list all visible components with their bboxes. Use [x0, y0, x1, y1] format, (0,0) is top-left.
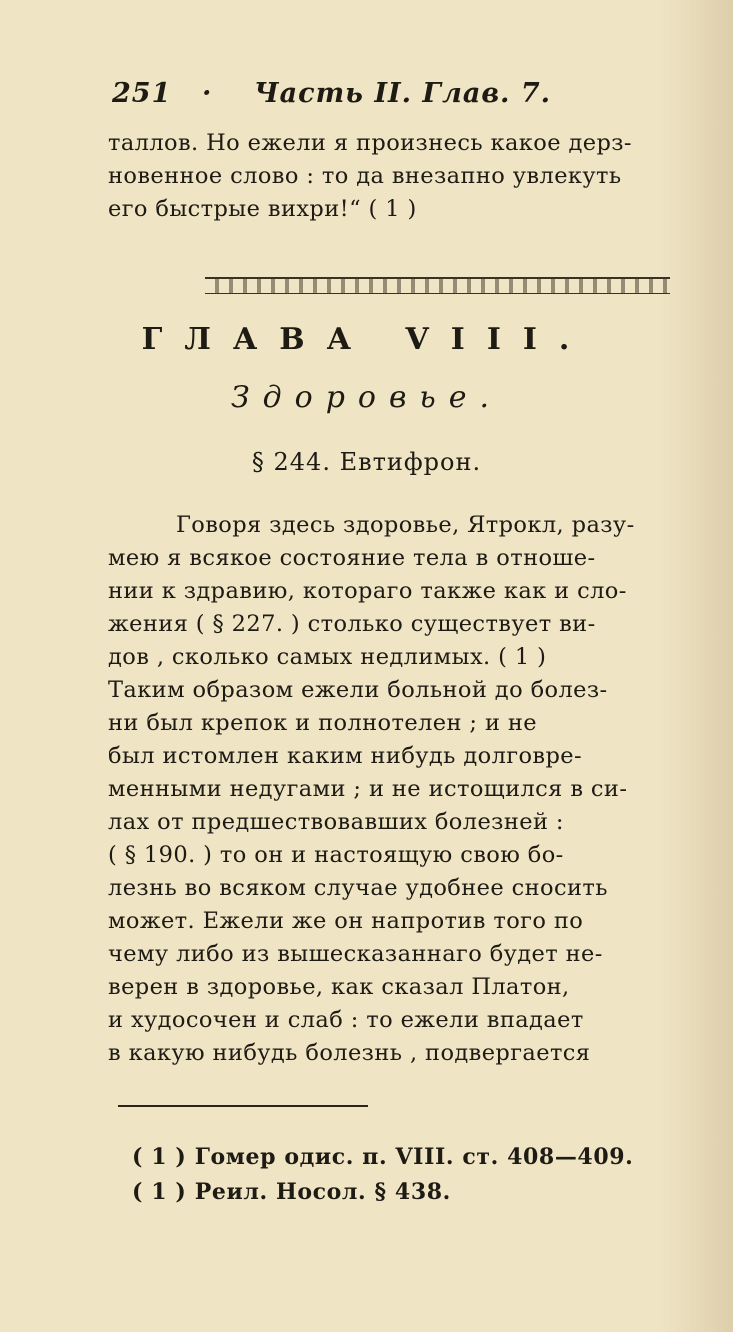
footnote-rule	[118, 1105, 368, 1107]
text-line: нии к здравию, котораго также как и сло-	[108, 578, 627, 604]
footnote: ( 1 ) Гомер одис. п. VIII. ст. 408—409.	[132, 1144, 634, 1170]
text-line: лах от предшествовавших болезней :	[108, 809, 564, 835]
text-line: дов , сколько самых недлимых. ( 1 )	[108, 644, 547, 670]
text-line: может. Ежели же он напротив того по	[108, 908, 584, 934]
header-separator: ·	[202, 78, 213, 109]
chapter-subtitle: Здоровье.	[230, 380, 503, 415]
text-line: Таким образом ежели больной до болез-	[108, 677, 608, 703]
text-line: ни был крепок и полнотелен ; и не	[108, 710, 538, 736]
section-heading: § 244. Евтифрон.	[251, 448, 482, 476]
text-line: новенное слово : то да внезапно увлекуть	[108, 163, 622, 189]
text-line: его быстрые вихри!“ ( 1 )	[108, 196, 417, 222]
running-title: Часть II. Глав. 7.	[254, 78, 552, 109]
text-line: был истомлен каким нибудь долговре-	[108, 743, 582, 769]
text-line: менными недугами ; и не истощился в си-	[108, 776, 628, 802]
text-line: жения ( § 227. ) столько существует ви-	[108, 611, 596, 637]
text-line: и худосочен и слаб : то ежели впадает	[108, 1007, 584, 1033]
ornamental-divider	[205, 277, 670, 294]
text-line: чему либо из вышесказаннаго будет не-	[108, 941, 603, 967]
page-number: 251	[112, 78, 172, 109]
text-line: мею я всякое состояние тела в отноше-	[108, 545, 596, 571]
text-line: лезнь во всяком случае удобнее сносить	[108, 875, 608, 901]
text-line: в какую нибудь болезнь , подвергается	[108, 1040, 591, 1066]
footnote: ( 1 ) Реил. Носол. § 438.	[132, 1179, 451, 1205]
text-line: таллов. Но ежели я произнесь какое дерз-	[108, 130, 632, 156]
text-line: верен в здоровье, как сказал Платон,	[108, 974, 570, 1000]
page-header	[112, 78, 582, 118]
chapter-heading: ГЛАВА VIII.	[141, 322, 592, 357]
text-line: ( § 190. ) то он и настоящую свою бо-	[108, 842, 564, 868]
text-line: Говоря здесь здоровье, Ятрокл, разу-	[176, 512, 635, 538]
